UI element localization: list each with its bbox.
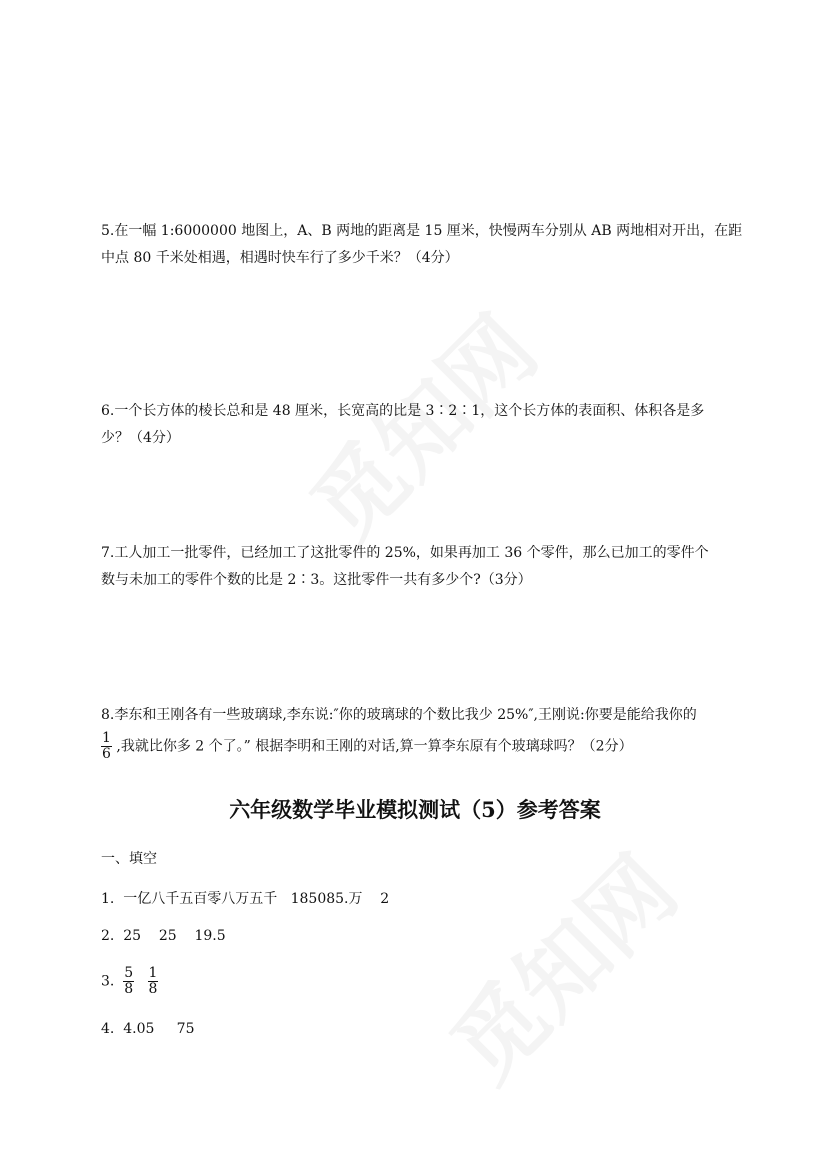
answer-3	[101, 966, 158, 997]
answer-2: 2. 25 25 19.5	[101, 928, 226, 944]
watermark	[294, 299, 556, 561]
fraction	[101, 731, 112, 762]
fraction	[123, 966, 134, 997]
answer-3-label: 3.	[101, 973, 115, 990]
question-6-line1: 6.一个长方体的棱长总和是 48 厘米，长宽高的比是 3∶2∶1，这个长方体的表面积、体积各是多	[101, 403, 705, 419]
question-8-line1: 8.李东和王刚各有一些玻璃球,李东说:″你的玻璃球的个数比我少 25%″,王刚说:你要是能给我你的	[101, 707, 697, 723]
answer-title: 六年级数学毕业模拟测试（5）参考答案	[229, 797, 601, 822]
denominator: 8	[124, 981, 134, 997]
question-8-text: ,我就比你多 2 个了。” 根据李明和王刚的对话,算一算李东原有个玻璃球吗？（2分）	[111, 738, 633, 755]
question-5-line2: 中点 80 千米处相遇，相遇时快车行了多少千米？（4分）	[101, 250, 459, 266]
question-7-line1: 7.工人加工一批零件，已经加工了这批零件的 25%，如果再加工 36 个零件，那么已加工的零件个	[101, 545, 709, 561]
question-7-line2: 数与未加工的零件个数的比是 2∶3。这批零件一共有多少个?（3分）	[101, 572, 532, 588]
section-heading: 一、填空	[101, 851, 157, 867]
denominator: 6	[102, 746, 111, 762]
numerator: 5	[124, 965, 134, 981]
numerator: 1	[148, 965, 158, 981]
question-6-line2: 少？（4分）	[101, 430, 180, 446]
answer-4: 4. 4.05 75	[101, 1021, 195, 1037]
fraction	[148, 966, 159, 997]
numerator: 1	[102, 730, 111, 746]
question-5-line1: 5.在一幅 1:6000000 地图上，A、B 两地的距离是 15 厘米，快慢两车分别从 AB 两地相对开出，在距	[101, 223, 743, 239]
watermark	[434, 839, 696, 1101]
answer-1: 1. 一亿八千五百零八万五千 185085.万 2	[101, 891, 390, 907]
question-8-line2	[101, 731, 633, 762]
denominator: 8	[148, 981, 158, 997]
